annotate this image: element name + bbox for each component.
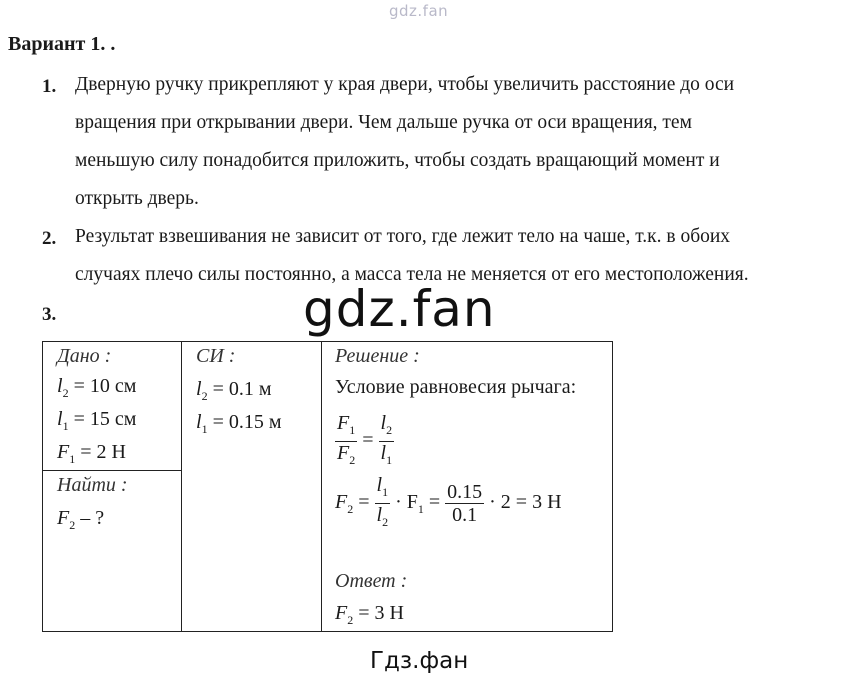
table-divider-2 xyxy=(321,342,322,631)
formula-calculation: $F_2$ = $\frac{l_1}{l_2}$ · $F_1$ = $\frac{0.15}{0.1}$ · 2 = 3 Н xyxy=(335,474,562,529)
item-1-text xyxy=(75,66,845,218)
find-f2: $F_2$ – ? xyxy=(57,507,105,532)
item-1-line-2: вращения при открывании двери. Чем дальше ручка от оси вращения, тем xyxy=(75,112,692,133)
si-l1: $l_1 = 0.15$ м xyxy=(196,411,282,436)
answer-label: Ответ : xyxy=(335,570,408,592)
given-l2: $l_2 = 10$ см xyxy=(57,375,137,400)
answer-value: $F_2 = 3$ Н xyxy=(335,602,404,627)
table-divider-1 xyxy=(181,342,182,631)
given-f1: $F_1 = 2$ Н xyxy=(57,441,126,466)
watermark-middle: gdz.fan xyxy=(303,280,496,338)
solution-table xyxy=(42,341,613,632)
item-1-line-3: меньшую силу понадобится приложить, чтобы создать вращающий момент и xyxy=(75,150,720,171)
si-l2: $l_2 = 0.1$ м xyxy=(196,378,272,403)
item-2-number: 2. xyxy=(42,228,57,249)
watermark-top: gdz.fan xyxy=(389,2,449,20)
given-label: Дано : xyxy=(57,345,112,367)
equilibrium-condition: Условие равновесия рычага: xyxy=(335,376,577,398)
solution-label: Решение : xyxy=(335,345,420,367)
item-1-number: 1. xyxy=(42,76,57,97)
item-2-line-2: случаях плечо силы постоянно, а масса тела не меняется от его местоположения. xyxy=(75,264,749,285)
find-label: Найти : xyxy=(57,474,128,496)
item-1-line-1: Дверную ручку прикрепляют у края двери, чтобы увеличить расстояние до оси xyxy=(75,74,735,95)
watermark-bottom: Гдз.фан xyxy=(370,648,469,674)
variant-heading: Вариант 1. . xyxy=(8,33,116,55)
item-3-number: 3. xyxy=(42,304,57,325)
item-1-line-4: открыть дверь. xyxy=(75,188,199,209)
item-2-line-1: Результат взвешивания не зависит от того, где лежит тело на чаше, т.к. в обоих xyxy=(75,226,731,247)
formula-ratio: $\frac{F_1}{F_2}$ = $\frac{l_2}{l_1}$ xyxy=(337,412,393,467)
given-l1: $l_1 = 15$ см xyxy=(57,408,137,433)
table-divider-given xyxy=(43,470,182,471)
si-label: СИ : xyxy=(196,345,236,367)
